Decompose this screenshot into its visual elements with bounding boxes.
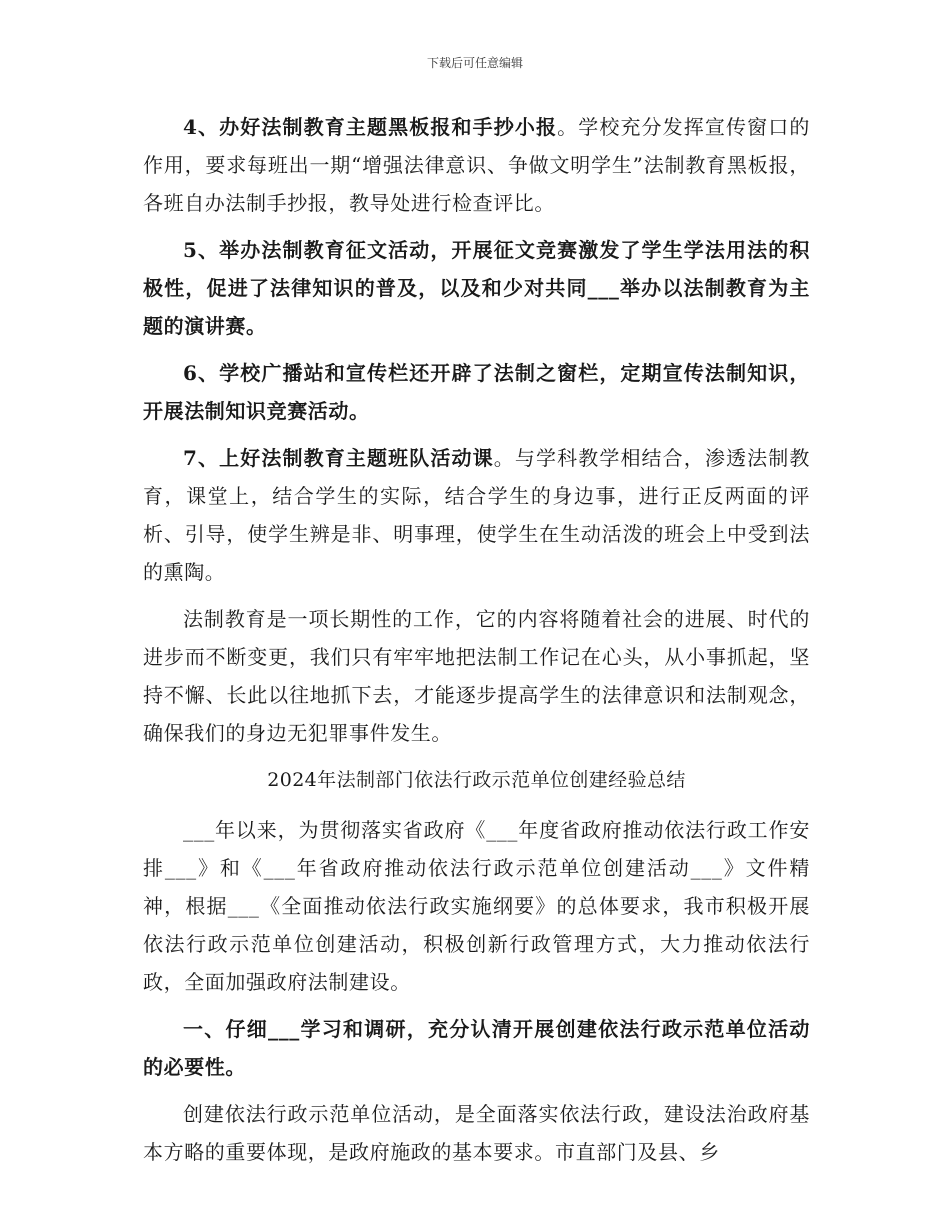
document-body — [143, 108, 810, 1180]
paragraph-4-text: 。学校充分发挥宣传窗口的作用，要求每班出一期“增强法律意识、争做文明学生”法制教育黑板报，各班自办法制手抄报，教导处进行检查评比。 — [143, 115, 810, 215]
paragraph-item-5: 5、举办法制教育征文活动，开展征文竞赛激发了学生学法用法的积极性，促进了法律知识的普及，以及和少对共同___举办以法制教育为主题的演讲赛。 — [143, 238, 810, 338]
section-intro: ___年以来，为贯彻落实省政府《___年度省政府推动依法行政工作安排___》和《___年省政府推动依法行政示范单位创建活动___》文件精神，根据___《全面推动依法行政实施纲要》的总体要求，我市积极开展依法行政示范单位创建活动，积极创新行政管理方式，大力推动依法行政，全面加强政府法制建设。 — [143, 818, 810, 994]
paragraph-item-6: 6、学校广播站和宣传栏还开辟了法制之窗栏，定期宣传法制知识，开展法制知识竞赛活动。 — [143, 361, 810, 423]
paragraph-conclusion: 法制教育是一项长期性的工作，它的内容将随着社会的进展、时代的进步而不断变更，我们只有牢牢地把法制工作记在心头，从小事抓起，坚持不懈、长此以往地抓下去，才能逐步提高学生的法律意识和法制观念，确保我们的身边无犯罪事件发生。 — [143, 607, 810, 745]
section-title: 2024年法制部门依法行政示范单位创建经验总结 — [267, 769, 686, 791]
paragraph-7-text: 。与学科教学相结合，渗透法制教育，课堂上，结合学生的实际，结合学生的身边事，进行正反两面的评析、引导，使学生辨是非、明事理，使学生在生动活泼的班会上中受到法的熏陶。 — [143, 446, 810, 584]
section-body-1: 创建依法行政示范单位活动，是全面落实依法行政，建设法治政府基本方略的重要体现，是政府施政的基本要求。市直部门及县、乡 — [143, 1102, 810, 1164]
paragraph-7-heading: 7、上好法制教育主题班队活动课 — [183, 446, 494, 470]
paragraph-item-7 — [143, 439, 810, 591]
page-header: 下载后可任意编辑 — [426, 56, 523, 70]
section-heading-1: 一、仔细___学习和调研，充分认清开展创建依法行政示范单位活动的必要性。 — [143, 1017, 810, 1079]
paragraph-item-4 — [143, 108, 810, 222]
paragraph-4-heading: 4、办好法制教育主题黑板报和手抄小报 — [183, 115, 558, 139]
